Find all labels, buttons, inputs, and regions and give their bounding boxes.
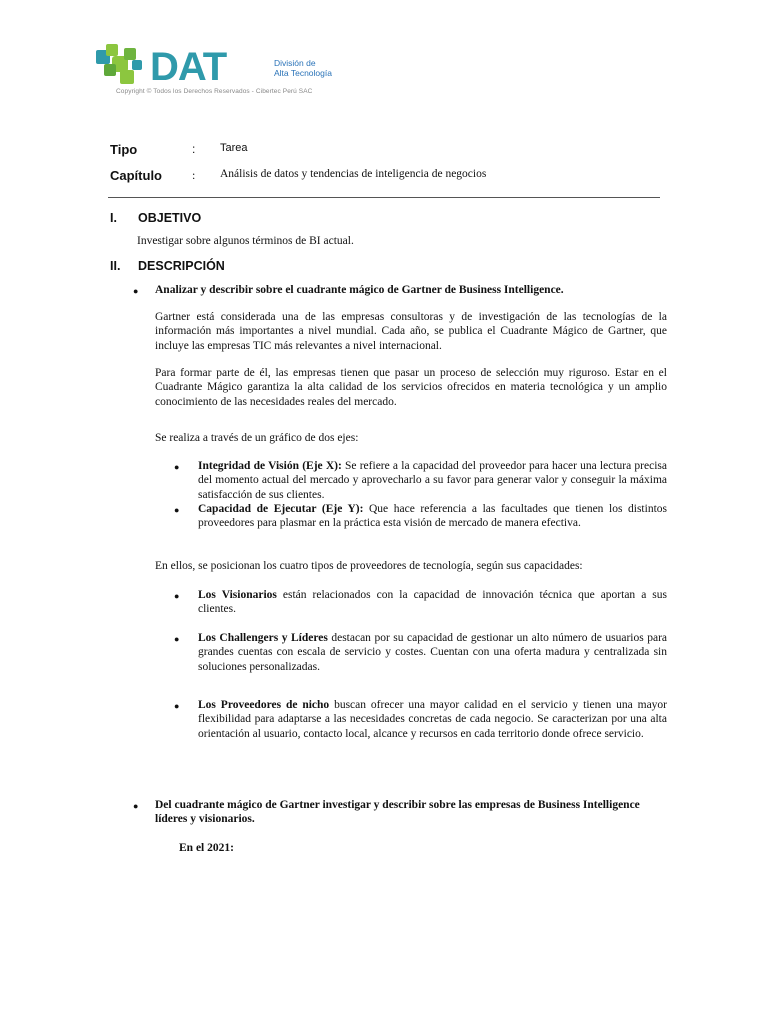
item-nicho: [198, 698, 667, 741]
section-number: I.: [110, 211, 117, 225]
bullet-dot: ●: [174, 591, 180, 601]
section-title: DESCRIPCIÓN: [138, 259, 225, 273]
paragraph-gartner: Gartner está considerada una de las empresas consultoras y de investigación de las tecnologías de la información más importantes a nivel mundial. Cada año, se publica el Cuadrante Mágico de Gartner, que incluye las empresas TIC más relevantes a nivel internacional.: [155, 311, 667, 352]
item-challengers: [198, 631, 667, 674]
logo-letters: DAT: [150, 45, 227, 88]
bullet-dot: ●: [174, 462, 180, 472]
challengers-label: Los Challengers y Líderes: [198, 632, 328, 644]
nicho-label: Los Proveedores de nicho: [198, 699, 330, 711]
nicho-text: buscan ofrecer una mayor calidad en el servicio y tienen una mayor flexibilidad para adaptarse a las necesidades concretas de cada negocio. Se caracterizan por una alta orientación al usuario, contacto local, alcance y recursos en cada territorio donde ofrece servicio.: [198, 699, 667, 740]
logo-squares-icon: [96, 44, 142, 84]
capitulo-label: Capítulo: [110, 168, 162, 183]
challengers-text: destacan por su capacidad de gestionar un alto número de usuarios para grandes cuentas con escala de servicio y costes. Cuentan con una oferta madura y centralizada sin soluciones personalizadas.: [198, 632, 668, 673]
bullet-analizar: Analizar y describir sobre el cuadrante mágico de Gartner de Business Intelligence.: [155, 284, 564, 296]
eje-y-text: Que hace referencia a las facultades que tienen los distintos proveedores para plasmar en la práctica esta visión de mercado de manera efectiva.: [198, 503, 667, 530]
logo-subtitle-line1: División de: [274, 58, 316, 68]
tipo-value: Tarea: [220, 142, 248, 154]
bullet-dot: ●: [174, 634, 180, 644]
bullet-dot: ●: [174, 701, 180, 711]
eje-x-label: Integridad de Visión (Eje X):: [198, 460, 342, 472]
bullet-dot: ●: [174, 505, 180, 515]
section-title: OBJETIVO: [138, 211, 202, 225]
section-descripcion-heading: [110, 259, 225, 273]
paragraph-tipos-proveedores: En ellos, se posicionan los cuatro tipos de proveedores de tecnología, según sus capacidades:: [155, 560, 583, 572]
capitulo-colon: :: [192, 168, 196, 182]
bullet-dot: ●: [133, 801, 139, 811]
logo-subtitle-line2: Alta Tecnología: [274, 68, 332, 78]
item-visionarios: [198, 588, 667, 617]
bullet-empresas: Del cuadrante mágico de Gartner investigar y describir sobre las empresas de Business Intelligence líderes y visionarios.: [155, 799, 640, 826]
objetivo-text: Investigar sobre algunos términos de BI actual.: [137, 235, 354, 247]
tipo-label: Tipo: [110, 142, 138, 157]
item-eje-x: [198, 459, 667, 502]
visionarios-label: Los Visionarios: [198, 589, 277, 601]
bullet-dot: ●: [133, 286, 139, 296]
year-heading: En el 2021:: [179, 842, 234, 854]
paragraph-formar-parte: Para formar parte de él, las empresas tienen que pasar un proceso de selección muy riguroso. Estar en el Cuadrante Mágico garantiza la alta calidad de los servicios ofrecidos en materia tecnológica y un amplio conocimiento de las necesidades reales del mercado.: [155, 367, 667, 408]
section-objetivo-heading: [110, 211, 201, 225]
header-divider: [108, 197, 660, 198]
visionarios-text: están relacionados con la capacidad de innovación técnica que aportan a sus clientes.: [198, 589, 668, 616]
eje-y-label: Capacidad de Ejecutar (Eje Y):: [198, 503, 364, 515]
tipo-colon: :: [192, 142, 196, 156]
paragraph-dos-ejes: Se realiza a través de un gráfico de dos ejes:: [155, 432, 359, 444]
eje-x-text: Se refiere a la capacidad del proveedor para hacer una lectura precisa del momento actual del mercado y aprovecharlo a su favor para generar valor y conseguir la máxima satisfacción de sus clientes.: [198, 460, 667, 501]
dat-logo: [94, 42, 354, 88]
section-number: II.: [110, 259, 121, 273]
capitulo-value: Análisis de datos y tendencias de inteligencia de negocios: [220, 168, 487, 180]
copyright-text: Copyright © Todos los Derechos Reservados - Cibertec Perú SAC: [116, 88, 313, 95]
item-eje-y: [198, 502, 667, 531]
